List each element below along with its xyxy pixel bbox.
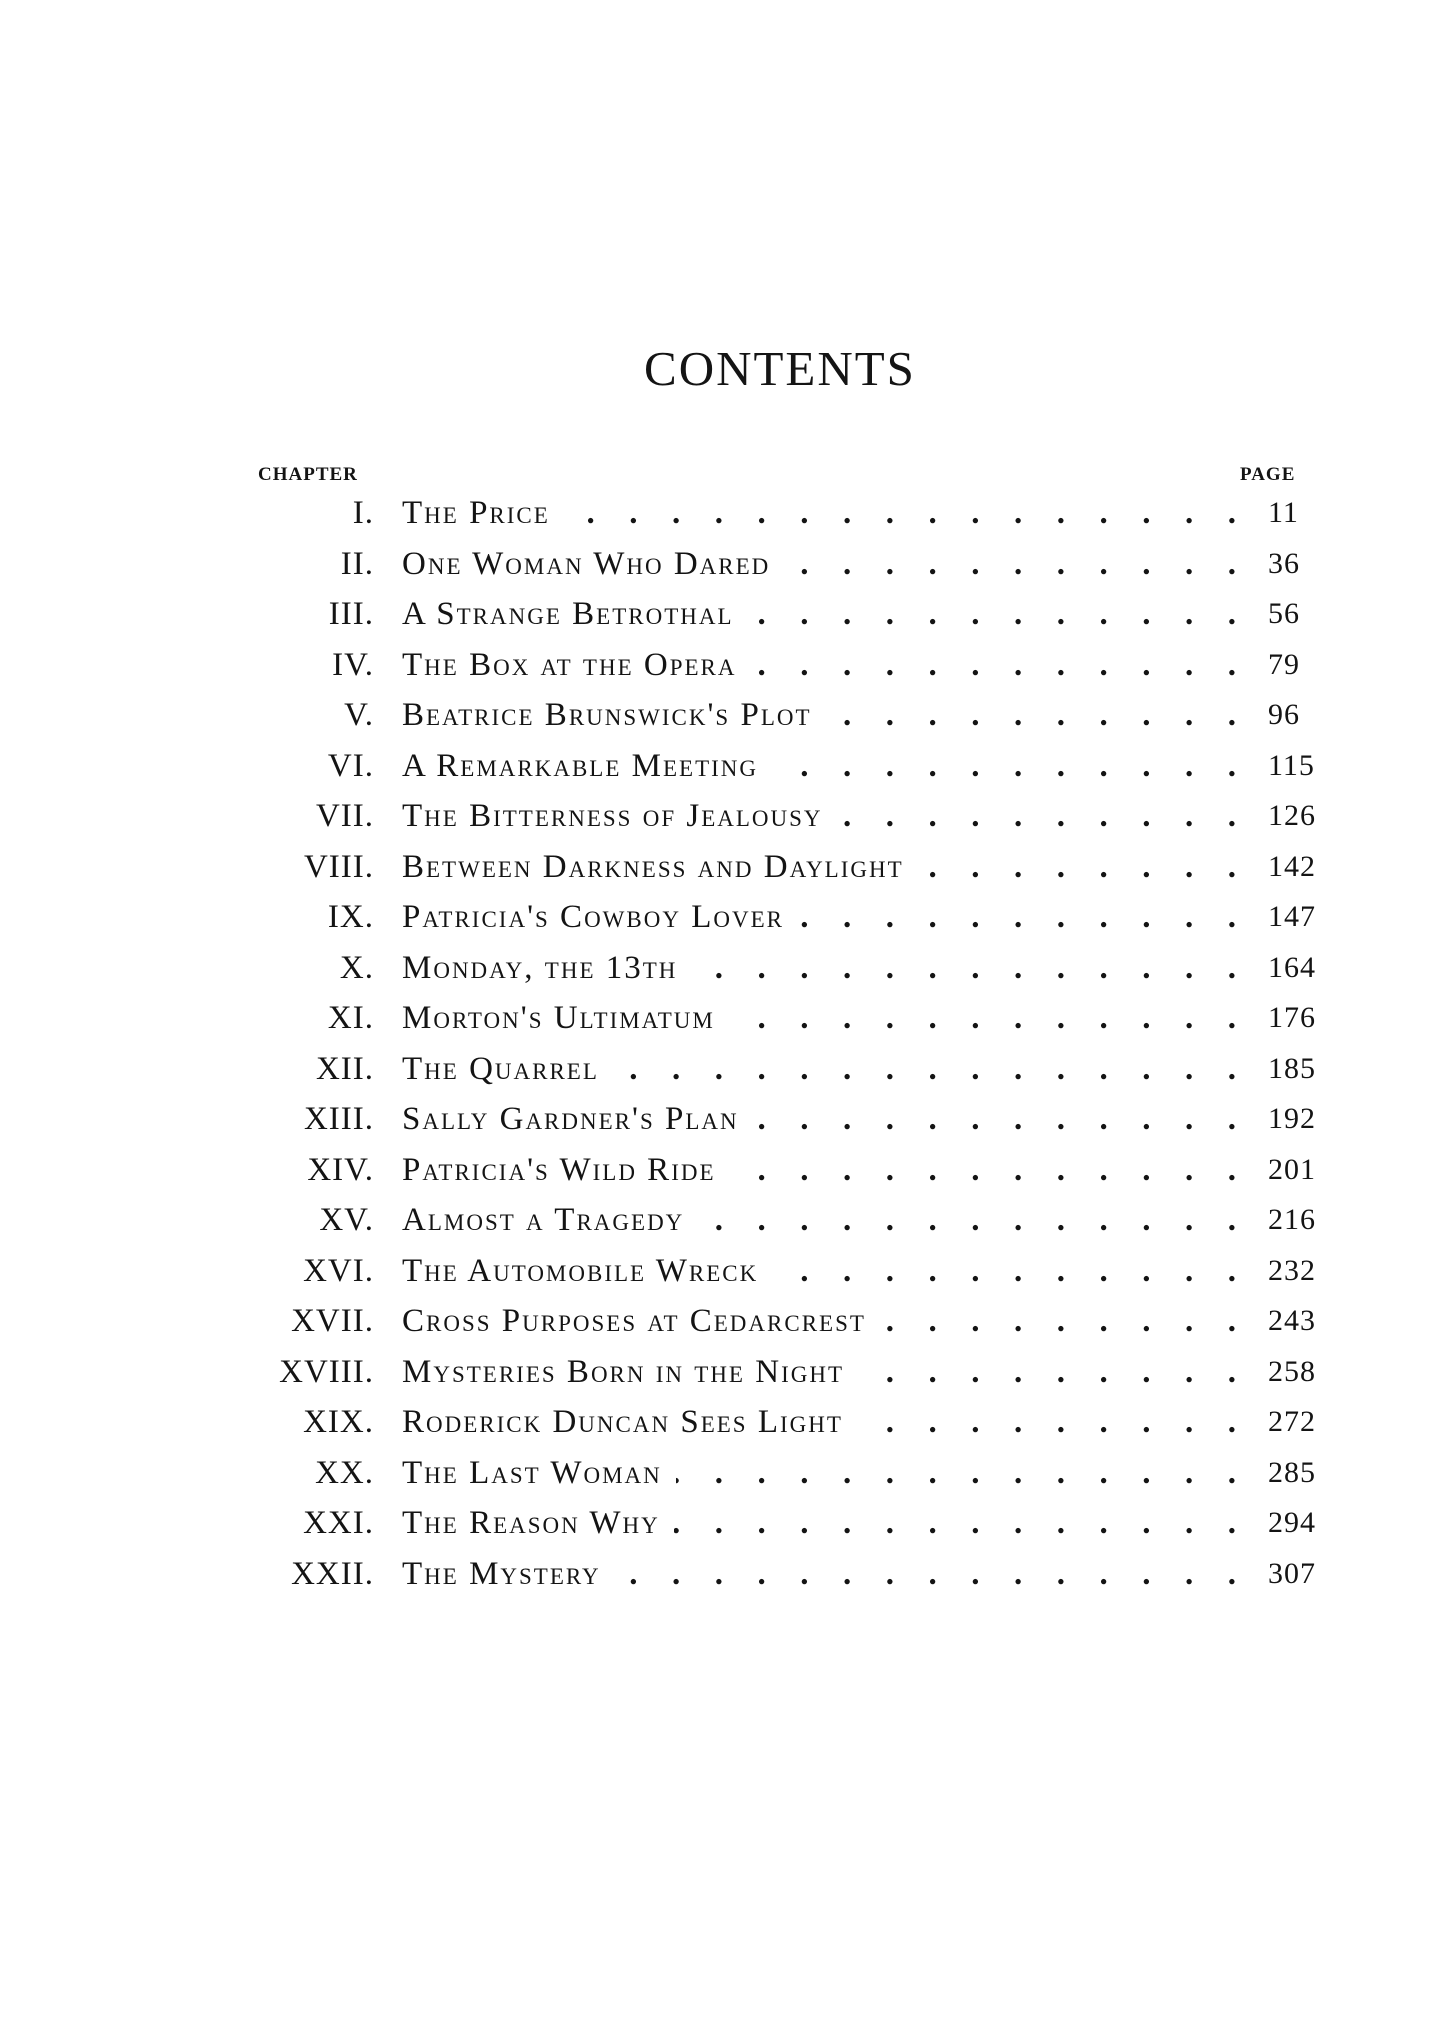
toc-entry xyxy=(0,842,1432,892)
chapter-number: VIII. xyxy=(303,849,374,885)
chapter-number: I. xyxy=(352,495,374,531)
chapter-page-number: 216 xyxy=(1268,1203,1316,1236)
chapter-number: X. xyxy=(339,950,374,986)
chapter-title xyxy=(402,943,1242,993)
toc-entry xyxy=(0,943,1432,993)
chapter-title xyxy=(402,1195,1242,1245)
chapter-title xyxy=(402,690,1242,740)
chapter-title xyxy=(402,589,1242,639)
chapter-column-header: CHAPTER xyxy=(258,464,358,485)
chapter-page-number: 201 xyxy=(1268,1153,1316,1186)
toc-entry xyxy=(0,1549,1432,1599)
chapter-title xyxy=(402,1246,1242,1296)
chapter-number: XXI. xyxy=(303,1505,374,1541)
chapter-title-text: A Strange Betrothal xyxy=(402,596,748,632)
chapter-page-number: 185 xyxy=(1268,1052,1316,1085)
chapter-title xyxy=(402,1094,1242,1144)
toc-entry xyxy=(0,488,1432,538)
chapter-title-text: The Price xyxy=(402,495,564,531)
chapter-title-text: Beatrice Brunswick's Plot xyxy=(402,697,826,733)
chapter-number: IX. xyxy=(327,899,374,935)
toc-entry xyxy=(0,1094,1432,1144)
chapter-title xyxy=(402,1549,1242,1599)
chapter-title-text: Patricia's Wild Ride xyxy=(402,1152,730,1188)
chapter-number: XIII. xyxy=(303,1101,374,1137)
chapter-page-number: 294 xyxy=(1268,1506,1316,1539)
chapter-page-number: 232 xyxy=(1268,1254,1316,1287)
chapter-page-number: 126 xyxy=(1268,799,1316,832)
chapter-title xyxy=(402,640,1242,690)
chapter-title-text: Patricia's Cowboy Lover xyxy=(402,899,798,935)
chapter-title-text: Almost a Tragedy xyxy=(402,1202,698,1238)
toc-entry xyxy=(0,791,1432,841)
chapter-title-text: One Woman Who Dared xyxy=(402,546,784,582)
toc-entry xyxy=(0,539,1432,589)
chapter-number: XXII. xyxy=(291,1556,374,1592)
chapter-title xyxy=(402,842,1242,892)
chapter-page-number: 272 xyxy=(1268,1405,1316,1438)
chapter-title-text: The Reason Why xyxy=(402,1505,674,1541)
chapter-number: XIV. xyxy=(307,1152,374,1188)
chapter-title-text: The Quarrel xyxy=(402,1051,613,1087)
chapter-title xyxy=(402,1296,1242,1346)
toc-entry xyxy=(0,640,1432,690)
chapter-page-number: 147 xyxy=(1268,900,1316,933)
chapter-title xyxy=(402,1347,1242,1397)
chapter-number: XVI. xyxy=(303,1253,374,1289)
chapter-title-text: Cross Purposes at Cedarcrest xyxy=(402,1303,880,1339)
chapter-title xyxy=(402,1044,1242,1094)
chapter-number: IV. xyxy=(332,647,374,683)
chapter-number: VII. xyxy=(315,798,374,834)
chapter-title-text: Morton's Ultimatum xyxy=(402,1000,729,1036)
chapter-title xyxy=(402,488,1242,538)
toc-entry xyxy=(0,1195,1432,1245)
chapter-page-number: 36 xyxy=(1268,547,1300,580)
toc-entry xyxy=(0,1347,1432,1397)
chapter-title-text: The Mystery xyxy=(402,1556,615,1592)
chapter-number: V. xyxy=(344,697,374,733)
chapter-page-number: 258 xyxy=(1268,1355,1316,1388)
chapter-title xyxy=(402,1498,1242,1548)
chapter-page-number: 192 xyxy=(1268,1102,1316,1135)
chapter-page-number: 11 xyxy=(1268,496,1299,529)
chapter-page-number: 176 xyxy=(1268,1001,1316,1034)
chapter-number: III. xyxy=(328,596,374,632)
toc-entry xyxy=(0,993,1432,1043)
chapter-title xyxy=(402,1448,1242,1498)
chapter-title-text: Roderick Duncan Sees Light xyxy=(402,1404,857,1440)
chapter-title xyxy=(402,1145,1242,1195)
chapter-title xyxy=(402,539,1242,589)
toc-entry xyxy=(0,1397,1432,1447)
chapter-title-text: The Last Woman xyxy=(402,1455,676,1491)
chapter-title xyxy=(402,741,1242,791)
chapter-number: VI. xyxy=(327,748,374,784)
chapter-page-number: 142 xyxy=(1268,850,1316,883)
chapter-number: XI. xyxy=(327,1000,374,1036)
chapter-title-text: A Remarkable Meeting xyxy=(402,748,772,784)
chapter-title-text: Sally Gardner's Plan xyxy=(402,1101,753,1137)
toc-entry xyxy=(0,741,1432,791)
chapter-number: XVIII. xyxy=(279,1354,374,1390)
toc-entry xyxy=(0,1044,1432,1094)
chapter-number: XVII. xyxy=(291,1303,374,1339)
chapter-page-number: 56 xyxy=(1268,597,1300,630)
chapter-page-number: 79 xyxy=(1268,648,1300,681)
chapter-number: XIX. xyxy=(303,1404,374,1440)
chapter-page-number: 285 xyxy=(1268,1456,1316,1489)
toc-entry xyxy=(0,892,1432,942)
page-title: CONTENTS xyxy=(644,341,916,396)
toc-entry xyxy=(0,690,1432,740)
chapter-title xyxy=(402,993,1242,1043)
toc-entry xyxy=(0,589,1432,639)
chapter-title xyxy=(402,892,1242,942)
toc-entry xyxy=(0,1498,1432,1548)
toc-entry xyxy=(0,1246,1432,1296)
chapter-number: XX. xyxy=(315,1455,374,1491)
toc-entry xyxy=(0,1145,1432,1195)
toc-entry xyxy=(0,1448,1432,1498)
chapter-title-text: Mysteries Born in the Night xyxy=(402,1354,858,1390)
chapter-title-text: Between Darkness and Daylight xyxy=(402,849,918,885)
chapter-page-number: 164 xyxy=(1268,951,1316,984)
chapter-page-number: 115 xyxy=(1268,749,1315,782)
chapter-title xyxy=(402,791,1242,841)
chapter-title-text: The Bitterness of Jealousy xyxy=(402,798,837,834)
page-column-header: PAGE xyxy=(1240,464,1296,485)
chapter-page-number: 307 xyxy=(1268,1557,1316,1590)
chapter-number: II. xyxy=(340,546,374,582)
chapter-number: XII. xyxy=(315,1051,374,1087)
chapter-title-text: Monday, the 13th xyxy=(402,950,691,986)
toc-entry xyxy=(0,1296,1432,1346)
chapter-page-number: 96 xyxy=(1268,698,1300,731)
chapter-page-number: 243 xyxy=(1268,1304,1316,1337)
chapter-title xyxy=(402,1397,1242,1447)
chapter-number: XV. xyxy=(319,1202,374,1238)
chapter-title-text: The Automobile Wreck xyxy=(402,1253,772,1289)
chapter-title-text: The Box at the Opera xyxy=(402,647,751,683)
